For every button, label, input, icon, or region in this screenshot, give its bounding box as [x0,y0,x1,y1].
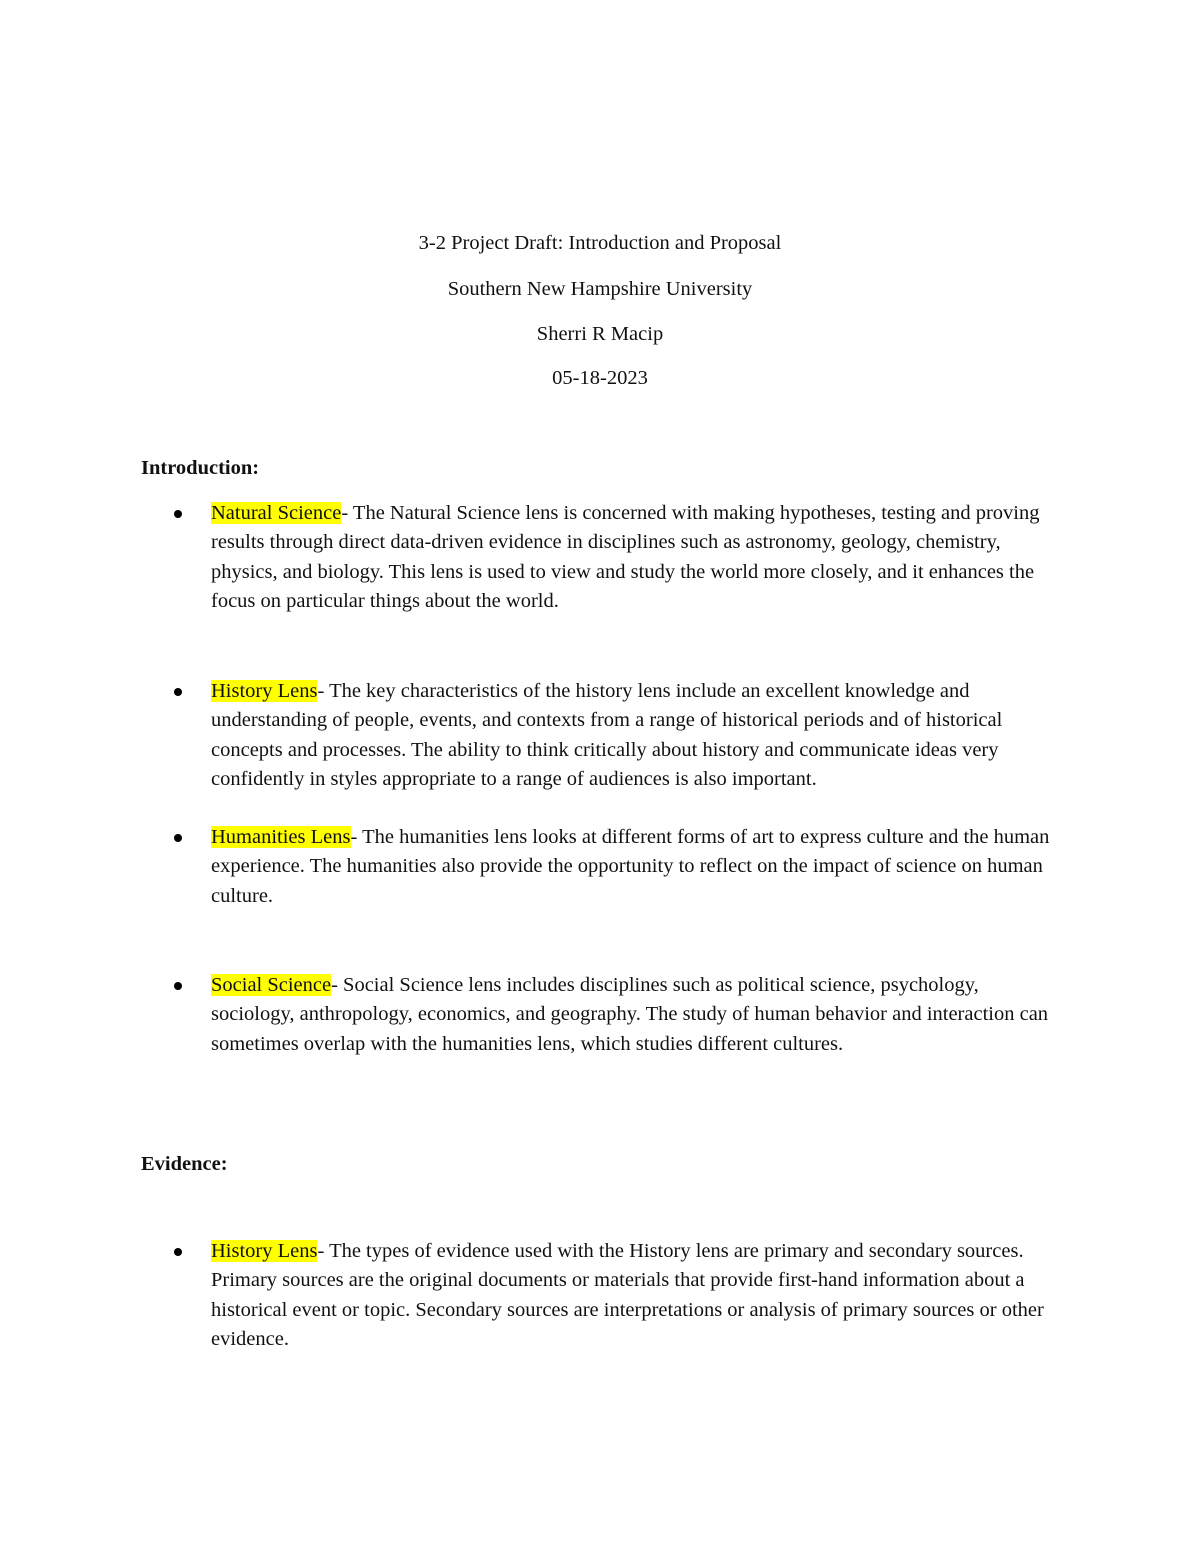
list-item-humanities-lens [211,823,1061,911]
item-text: - The humanities lens looks at different forms of art to express culture and the human experience. The humanities also provide the opportunity to reflect on the impact of science on human culture. [211,826,1050,907]
highlighted-term: Natural Science [211,502,342,524]
document-date: 05-18-2023 [552,367,648,389]
bullet-icon [172,686,184,698]
author-name: Sherri R Macip [536,323,664,345]
document-title: 3-2 Project Draft: Introduction and Proposal [418,232,782,254]
bullet-icon [172,980,184,992]
bullet-icon [172,508,184,520]
list-item-history-lens [211,677,1061,795]
item-text: - The Natural Science lens is concerned with making hypotheses, testing and proving results through direct data-driven evidence in disciplines such as astronomy, geology, chemistry, physics, and biology. This lens is used to view and study the world more closely, and it enhances the focus on particular things about the world. [211,502,1040,613]
highlighted-term: Social Science [211,974,332,996]
item-text: - The types of evidence used with the History lens are primary and secondary sources. Primary sources are the original documents or materials that provide first-hand information about a historical event or topic. Secondary sources are interpretations or analysis of primary sources or other evidence. [211,1240,1044,1351]
bullet-icon [172,1246,184,1258]
institution-name: Southern New Hampshire University [447,278,753,300]
item-text: - The key characteristics of the history lens include an excellent knowledge and understanding of people, events, and contexts from a range of historical periods and of historical concepts and processes. The ability to think critically about history and communicate ideas very confidently in styles appropriate to a range of audiences is also important. [211,680,1003,791]
evidence-heading: Evidence: [141,1153,228,1175]
list-item-social-science [211,971,1061,1059]
introduction-heading: Introduction: [141,457,260,479]
highlighted-term: History Lens [211,680,318,702]
bullet-icon [172,832,184,844]
highlighted-term: Humanities Lens [211,826,351,848]
item-text: - Social Science lens includes disciplines such as political science, psychology, sociology, anthropology, economics, and geography. The study of human behavior and interaction can sometimes overlap with the humanities lens, which studies different cultures. [211,974,1049,1055]
list-item-evidence-history-lens [211,1237,1061,1355]
list-item-natural-science [211,499,1061,617]
highlighted-term: History Lens [211,1240,318,1262]
